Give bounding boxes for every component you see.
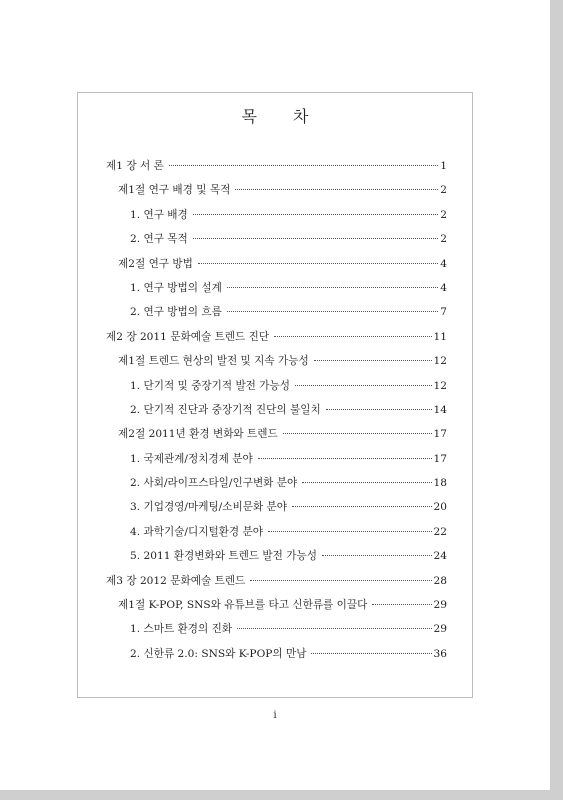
toc-entry-title: 제1절 K-POP, SNS와 유튜브를 타고 신한류를 이끌다 (118, 599, 368, 612)
toc-entry[interactable] (106, 329, 447, 353)
toc-dot-leader (227, 287, 438, 288)
toc-dot-leader (274, 336, 431, 337)
toc-entry[interactable] (106, 621, 447, 645)
toc-entry-title: 2. 사회/라이프스타일/인구변화 분야 (130, 477, 298, 490)
toc-dot-leader (268, 531, 432, 532)
toc-entry[interactable] (106, 475, 447, 499)
toc-entry[interactable] (106, 499, 447, 523)
toc-entry-title: 2. 연구 목적 (130, 233, 188, 246)
page-number: i (273, 709, 277, 721)
toc-entry[interactable] (106, 573, 447, 597)
toc-entry[interactable] (106, 158, 447, 182)
toc-entry-page: 12 (433, 379, 447, 392)
toc-entry-title: 4. 과학기술/디지털환경 분야 (130, 525, 263, 538)
toc-entry[interactable] (106, 426, 447, 450)
toc-entry[interactable] (106, 548, 447, 572)
toc-entry-title: 제1절 트렌드 현상의 발전 및 지속 가능성 (118, 355, 309, 368)
toc-entry-page: 1 (440, 160, 447, 172)
toc-entry-title: 3. 기업경영/마케팅/소비문화 분야 (130, 501, 288, 514)
toc-entry-title: 1. 단기적 및 중장기적 발전 가능성 (130, 379, 290, 392)
toc-entry[interactable] (106, 524, 447, 548)
toc-entry[interactable] (106, 207, 447, 231)
toc-entry[interactable] (106, 353, 447, 377)
toc-entry-title: 제1절 연구 배경 및 목적 (118, 184, 231, 197)
toc-dot-leader (283, 433, 432, 434)
toc-entry-page: 36 (433, 647, 447, 660)
toc-dot-leader (227, 311, 438, 312)
toc-entry-page: 20 (433, 501, 447, 514)
toc-entry-page: 14 (433, 403, 447, 416)
toc-entry-title: 제3 장 2012 문화예술 트렌드 (106, 574, 246, 587)
toc-dot-leader (314, 360, 432, 361)
toc-dot-leader (250, 580, 431, 581)
toc-entry-page: 24 (433, 550, 447, 563)
toc-entry[interactable] (106, 402, 447, 426)
toc-entry-title: 제2 장 2011 문화예술 트렌드 진단 (106, 330, 270, 343)
toc-entry-page: 28 (433, 574, 447, 587)
toc-entry-page: 18 (433, 477, 447, 490)
toc-dot-leader (193, 238, 438, 239)
toc-title (0, 104, 550, 127)
toc-entry-title: 제2절 연구 방법 (118, 257, 193, 270)
toc-entry-title: 2. 연구 방법의 흐름 (130, 306, 222, 319)
toc-entry-title: 1. 국제관계/정치경제 분야 (130, 452, 253, 465)
toc-dot-leader (198, 263, 438, 264)
toc-entry-page: 4 (440, 281, 447, 294)
toc-entry[interactable] (106, 231, 447, 255)
toc-entry-title: 1. 연구 배경 (130, 208, 188, 221)
toc-entry-title: 5. 2011 환경변화와 트렌드 발전 가능성 (130, 550, 317, 563)
toc-entry-page: 22 (433, 525, 447, 538)
toc-entry[interactable] (106, 182, 447, 206)
toc-entry-title: 제1 장 서 론 (106, 160, 164, 172)
toc-list (106, 158, 447, 670)
toc-dot-leader (169, 165, 438, 166)
toc-dot-leader (235, 189, 438, 190)
toc-entry[interactable] (106, 451, 447, 475)
toc-title-part2: 차 (293, 107, 309, 126)
toc-entry-title: 2. 단기적 진단과 중장기적 진단의 불일치 (130, 403, 321, 416)
toc-dot-leader (295, 385, 432, 386)
toc-entry-title: 제2절 2011년 환경 변화와 트렌드 (118, 428, 278, 441)
toc-entry-page: 2 (440, 208, 447, 221)
toc-entry-page: 29 (433, 599, 447, 612)
toc-entry-title: 2. 신한류 2.0: SNS와 K-POP의 만남 (130, 647, 307, 660)
toc-title-part1: 목 (241, 107, 257, 126)
toc-entry[interactable] (106, 280, 447, 304)
toc-entry-page: 4 (440, 257, 447, 270)
toc-entry-page: 17 (433, 428, 447, 441)
toc-entry-page: 7 (440, 306, 447, 319)
toc-entry[interactable] (106, 256, 447, 280)
toc-dot-leader (302, 482, 431, 483)
toc-entry-page: 2 (440, 233, 447, 246)
toc-entry-title: 1. 스마트 환경의 진화 (130, 623, 233, 636)
toc-entry-page: 11 (433, 330, 447, 343)
toc-entry-page: 29 (433, 623, 447, 636)
toc-dot-leader (311, 653, 431, 654)
toc-entry-page: 17 (433, 452, 447, 465)
toc-dot-leader (237, 628, 431, 629)
toc-entry-title: 1. 연구 방법의 설계 (130, 281, 222, 294)
toc-entry[interactable] (106, 597, 447, 621)
toc-entry[interactable] (106, 646, 447, 670)
toc-dot-leader (372, 604, 431, 605)
toc-dot-leader (258, 458, 432, 459)
toc-dot-leader (292, 506, 431, 507)
toc-entry[interactable] (106, 378, 447, 402)
toc-entry[interactable] (106, 304, 447, 328)
toc-dot-leader (326, 409, 432, 410)
toc-entry-page: 12 (433, 355, 447, 368)
toc-entry-page: 2 (440, 184, 447, 197)
toc-dot-leader (322, 555, 432, 556)
toc-dot-leader (193, 214, 438, 215)
